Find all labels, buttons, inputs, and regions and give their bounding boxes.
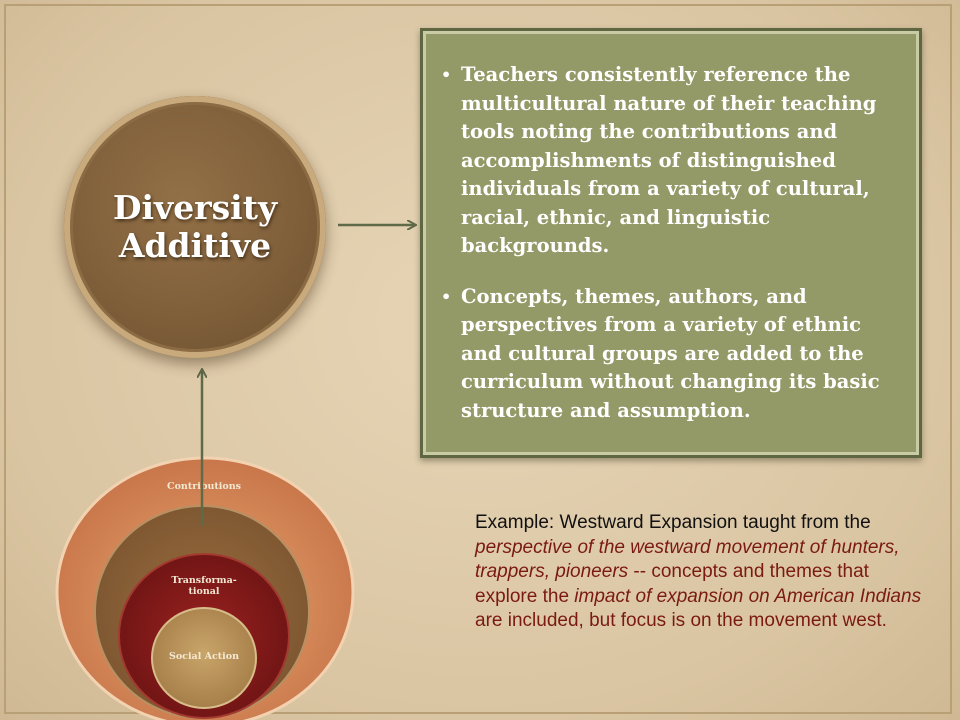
label-social-action: Social Action bbox=[168, 651, 240, 662]
example-paragraph bbox=[475, 511, 925, 634]
bullet-item bbox=[437, 61, 905, 261]
example-text-part1: Example: Westward Expansion taught from the bbox=[475, 512, 871, 533]
label-transformational: Transforma- tional bbox=[171, 575, 237, 597]
bullet-text: Teachers consistently reference the multicultural nature of their teaching tools noting the contributions and accomplishments of distinguished individuals from a variety of cultural, racial, ethnic, and linguistic backgrounds. bbox=[461, 63, 877, 257]
example-text-emphasis1: perspective of the westward movement of hunters, trappers, pioneers bbox=[475, 536, 900, 582]
circle-title-line2: Additive bbox=[118, 226, 272, 265]
description-callout bbox=[420, 28, 922, 458]
circle-title-line1: Diversity bbox=[112, 188, 278, 227]
circle-title bbox=[95, 189, 295, 265]
bullet-icon: • bbox=[441, 286, 452, 306]
bullet-icon: • bbox=[441, 65, 452, 84]
bullet-list bbox=[437, 61, 905, 425]
example-text-part3: -- concepts and themes that explore the bbox=[475, 561, 869, 607]
example-text-emphasis2: impact of expansion on American Indians bbox=[574, 585, 922, 607]
bullet-item bbox=[437, 283, 905, 426]
label-contributions: Contributions bbox=[167, 481, 241, 492]
example-text-part5: are included, but focus is on the movement west. bbox=[475, 610, 887, 631]
diversity-additive-circle bbox=[64, 96, 326, 358]
bullet-text: Concepts, themes, authors, and perspectives from a variety of ethnic and cultural groups are added to the curriculum without changing its basic structure and assumption. bbox=[461, 284, 880, 422]
